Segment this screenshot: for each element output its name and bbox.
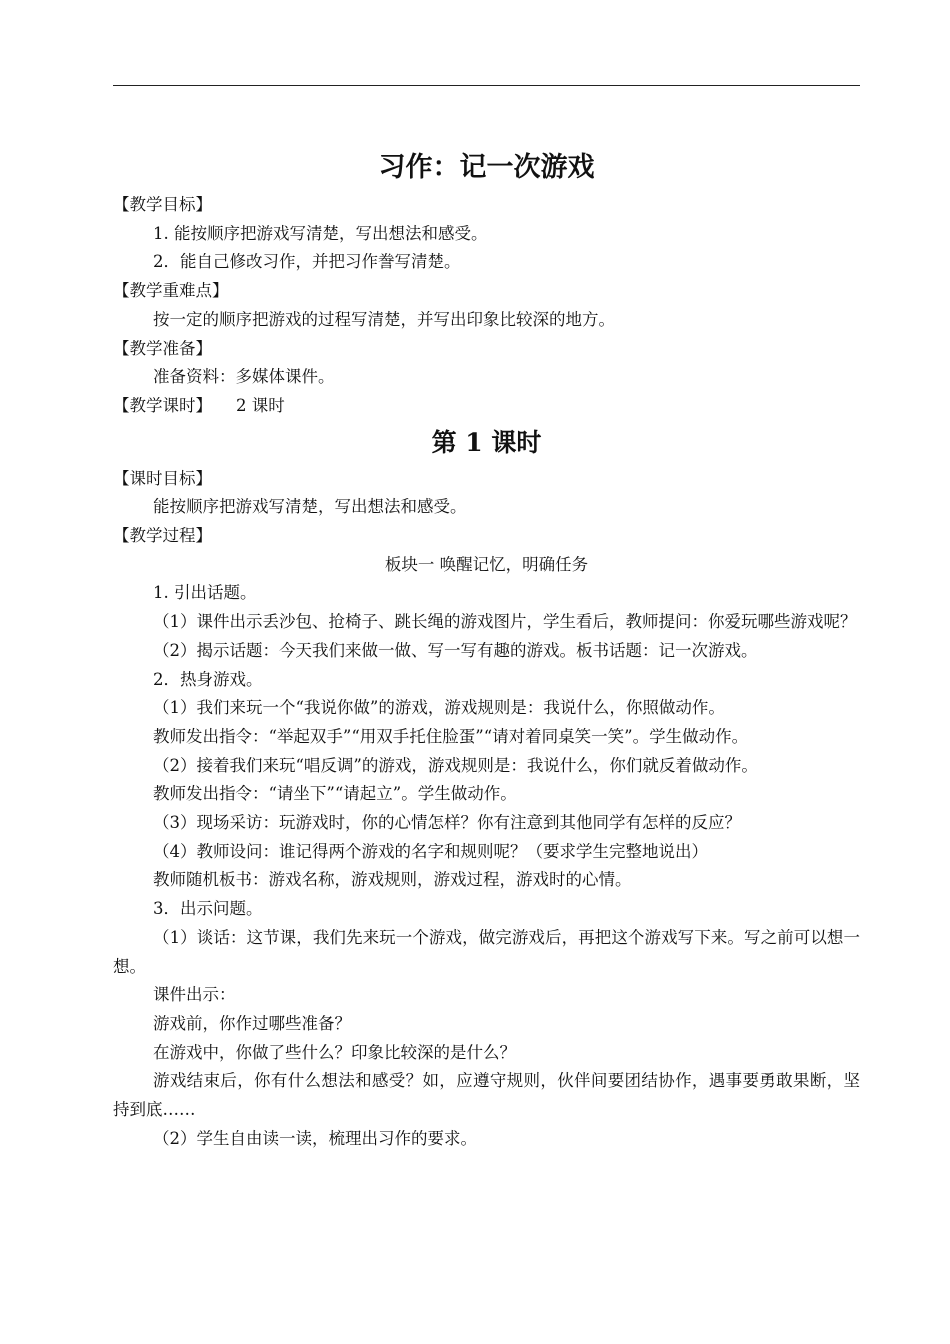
process-line: 在游戏中，你做了些什么？印象比较深的是什么？ xyxy=(153,1042,516,1062)
goals-heading: 【教学目标】 xyxy=(113,195,212,214)
document-page xyxy=(113,145,860,1154)
process-line: 2．热身游戏。 xyxy=(153,669,263,689)
process-line: （2）学生自由读一读，梳理出习作的要求。 xyxy=(153,1128,477,1148)
key-points-heading: 【教学重难点】 xyxy=(113,281,229,301)
block-title: 板块一 唤醒记忆，明确任务 xyxy=(384,554,589,574)
lesson-goal-heading: 【课时目标】 xyxy=(113,468,212,488)
lesson-title: 第 1 课时 xyxy=(431,427,542,457)
process-heading: 【教学过程】 xyxy=(113,526,212,546)
hours-heading: 【教学课时】 xyxy=(113,395,212,415)
hours-row xyxy=(113,392,860,421)
hours-value: 2 课时 xyxy=(236,395,285,415)
process-line: 1. 引出话题。 xyxy=(153,583,257,603)
process-line: 教师随机板书：游戏名称，游戏规则，游戏过程，游戏时的心情。 xyxy=(153,870,632,890)
process-line: （1）谈话：这节课，我们先来玩一个游戏，做完游戏后，再把这个游戏写下来。写之前可以想一想。 xyxy=(113,927,860,976)
preparation-text: 准备资料：多媒体课件。 xyxy=(153,367,335,387)
process-line: 游戏前，你作过哪些准备？ xyxy=(153,1013,351,1033)
preparation-heading: 【教学准备】 xyxy=(113,338,212,358)
goal-item: 2．能自己修改习作，并把习作誊写清楚。 xyxy=(153,252,461,272)
header-rule xyxy=(113,85,860,86)
process-line: （3）现场采访：玩游戏时，你的心情怎样？你有注意到其他同学有怎样的反应？ xyxy=(153,813,741,833)
lesson-goal-text: 能按顺序把游戏写清楚，写出想法和感受。 xyxy=(153,497,467,517)
document-title: 习作：记一次游戏 xyxy=(378,152,595,183)
process-line: （1）课件出示丢沙包、抢椅子、跳长绳的游戏图片，学生看后，教师提问：你爱玩哪些游戏呢？ xyxy=(153,612,857,632)
process-line: 3．出示问题。 xyxy=(153,899,263,919)
goal-item: 1. 能按顺序把游戏写清楚，写出想法和感受。 xyxy=(153,223,488,243)
process-line: 课件出示： xyxy=(153,985,236,1005)
process-line: 游戏结束后，你有什么想法和感受？如，应遵守规则，伙伴间要团结协作，遇事要勇敢果断，坚持到底…… xyxy=(113,1071,860,1120)
key-points-text: 按一定的顺序把游戏的过程写清楚，并写出印象比较深的地方。 xyxy=(153,309,615,329)
process-line: （1）我们来玩一个“我说你做”的游戏，游戏规则是：我说什么，你照做动作。 xyxy=(153,698,725,718)
process-line: 教师发出指令：“举起双手”“用双手托住脸蛋”“请对着同桌笑一笑”。学生做动作。 xyxy=(153,726,749,746)
process-line: （2）接着我们来玩“唱反调”的游戏，游戏规则是：我说什么，你们就反着做动作。 xyxy=(153,755,758,775)
process-line: （2）揭示话题：今天我们来做一做、写一写有趣的游戏。板书话题：记一次游戏。 xyxy=(153,640,758,660)
process-line: 教师发出指令：“请坐下”“请起立”。学生做动作。 xyxy=(153,784,517,804)
process-line: （4）教师设问：谁记得两个游戏的名字和规则呢？（要求学生完整地说出） xyxy=(153,841,708,861)
